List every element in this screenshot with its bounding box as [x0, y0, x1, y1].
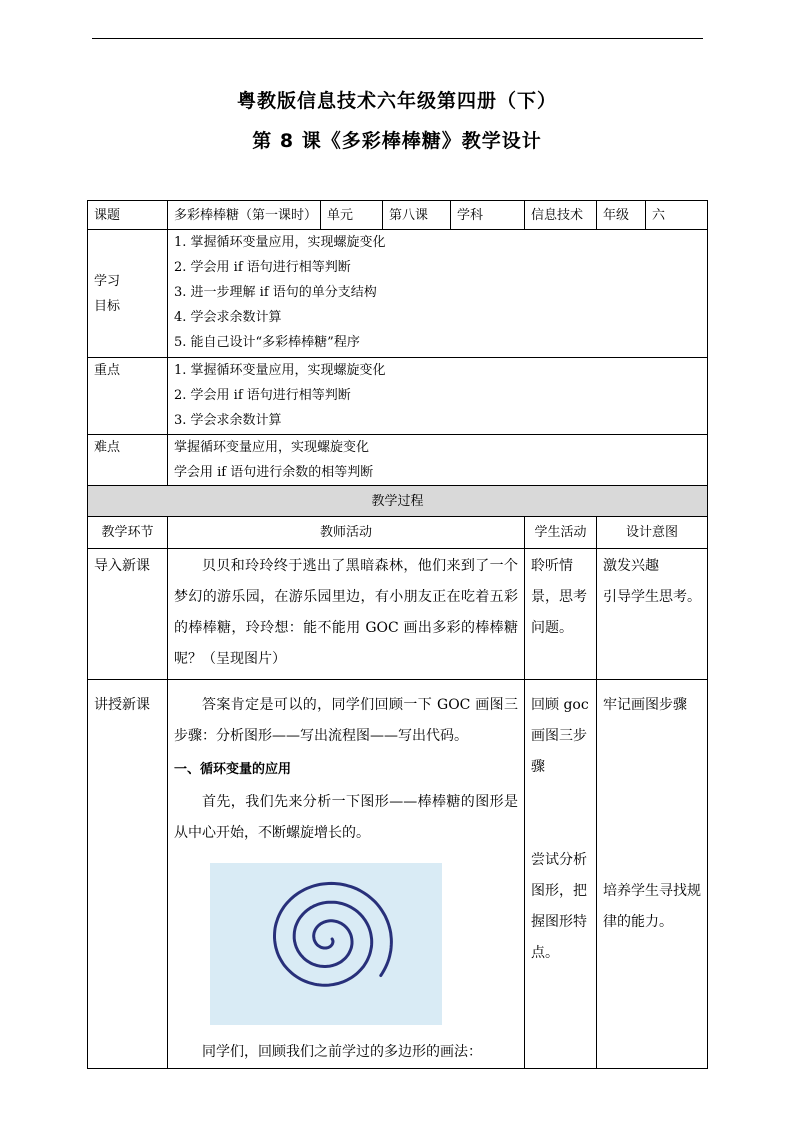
- objective-item: 3. 进一步理解 if 语句的单分支结构: [174, 285, 377, 300]
- objectives-label-line2: 目标: [94, 298, 121, 314]
- key-point-item: 3. 学会求余数计算: [174, 413, 282, 428]
- lesson-title: 第 8 课《多彩棒棒糖》教学设计: [252, 130, 542, 152]
- lecture-student-cell: [525, 680, 597, 1069]
- lecture-teacher-para3: 同学们，回顾我们之前学过的多边形的画法：: [202, 1044, 482, 1060]
- grade-label: 年级: [597, 201, 646, 230]
- lecture-stage: 讲授新课: [88, 680, 168, 1069]
- lecture-intent-2: 培养学生寻找规律的能力。: [603, 883, 701, 930]
- process-section-title: 教学过程: [88, 486, 708, 517]
- header-stage: 教学环节: [88, 517, 168, 549]
- header-rule: [92, 38, 703, 39]
- objectives-row: [88, 230, 708, 358]
- info-row: [88, 201, 708, 230]
- objective-item: 2. 学会用 if 语句进行相等判断: [174, 260, 351, 275]
- spiral-drawing: [210, 863, 442, 1025]
- topic-label: 课题: [88, 201, 168, 230]
- intro-teacher-cell: [168, 549, 525, 680]
- lecture-teacher-para2: 首先，我们先来分析一下图形——棒棒糖的图形是从中心开始，不断螺旋增长的。: [174, 794, 518, 841]
- unit-value: 第八课: [383, 201, 451, 230]
- subject-value: 信息技术: [525, 201, 597, 230]
- key-points-list: [168, 358, 708, 435]
- header-teacher: 教师活动: [168, 517, 525, 549]
- document-title: 粤教版信息技术六年级第四册（下）: [236, 90, 557, 112]
- lecture-subheading: 一、循环变量的应用: [174, 762, 292, 777]
- difficulties-label: 难点: [88, 435, 168, 486]
- header-student: 学生活动: [525, 517, 597, 549]
- objective-item: 1. 掌握循环变量应用，实现螺旋变化: [174, 235, 386, 250]
- lesson-plan-table: [87, 200, 708, 1069]
- topic-value: 多彩棒棒糖（第一课时）: [168, 201, 321, 230]
- lecture-intent-1: 牢记画图步骤: [603, 697, 687, 713]
- intro-student: 聆听情景，思考问题。: [525, 549, 597, 680]
- header-intent: 设计意图: [597, 517, 708, 549]
- key-points-row: [88, 358, 708, 435]
- objective-item: 4. 学会求余数计算: [174, 310, 282, 325]
- difficulties-list: [168, 435, 708, 486]
- unit-label: 单元: [321, 201, 383, 230]
- lecture-teacher-para1: 答案肯定是可以的，同学们回顾一下 GOC 画图三步骤：分析图形——写出流程图——写出代码。: [174, 697, 518, 744]
- intro-teacher-text: 贝贝和玲玲终于逃出了黑暗森林，他们来到了一个梦幻的游乐园，在游乐园里边，有小朋友正在吃着五彩的棒棒糖，玲玲想：能不能用 GOC 画出多彩的棒棒糖呢？（呈现图片）: [174, 558, 518, 667]
- objective-item: 5. 能自己设计“多彩棒棒糖”程序: [174, 335, 360, 350]
- objectives-label: [88, 230, 168, 358]
- objectives-label-line1: 学习: [94, 273, 121, 289]
- spacer: [531, 783, 590, 845]
- process-section-row: [88, 486, 708, 517]
- intro-row: [88, 549, 708, 680]
- key-point-item: 1. 掌握循环变量应用，实现螺旋变化: [174, 363, 386, 378]
- lecture-intent-cell: [597, 680, 708, 1069]
- lecture-row: [88, 680, 708, 1069]
- lecture-student-1: 回顾 goc 画图三步骤: [531, 697, 589, 775]
- key-points-label: 重点: [88, 358, 168, 435]
- lecture-teacher-cell: [168, 680, 525, 1069]
- objectives-list: [168, 230, 708, 358]
- intro-intent-line2: 引导学生思考。: [603, 589, 701, 605]
- key-point-item: 2. 学会用 if 语句进行相等判断: [174, 388, 351, 403]
- intro-intent-line1: 激发兴趣: [603, 558, 659, 574]
- spiral-image: [210, 863, 442, 1025]
- lecture-student-2: 尝试分析图形，把握图形特点。: [531, 852, 587, 961]
- intro-stage: 导入新课: [88, 549, 168, 680]
- intro-intent-cell: [597, 549, 708, 680]
- difficulty-item: 掌握循环变量应用，实现螺旋变化: [174, 440, 370, 455]
- spacer: [603, 721, 701, 876]
- grade-value: 六: [646, 201, 708, 230]
- process-header-row: [88, 517, 708, 549]
- spiral-line: [275, 883, 392, 985]
- difficulties-row: [88, 435, 708, 486]
- difficulty-item: 学会用 if 语句进行余数的相等判断: [174, 465, 374, 480]
- subject-label: 学科: [451, 201, 525, 230]
